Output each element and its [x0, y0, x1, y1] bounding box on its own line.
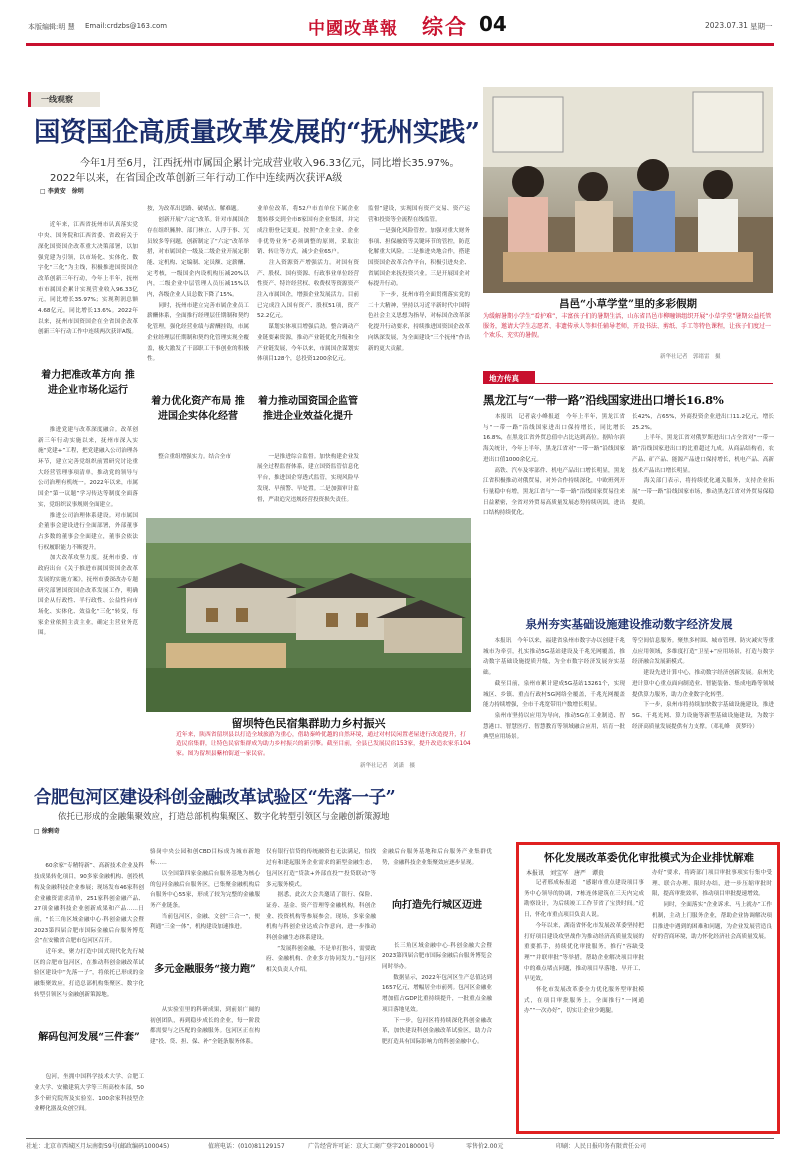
story4-col-2-text: 骆岗中央公园和创CBD目标成为城市新地标…… 以全国第四家金融后台服务基地为核心的包河金融后台服务区，已集聚金融机构后台服务中心55家，形成了较为完整的金融服务产业链条。 当前包河区，金融、文创“三合一”，便利通“三金一体”，机构建设加速推进。 — [150, 849, 260, 931]
story4-subhead-1: 解码包河发展“三件套” — [38, 1031, 140, 1043]
story4-subhead-2: 多元金融服务“接力跑” — [154, 964, 256, 976]
story4-col-1b-text: 包河，坐拥中国科学技术大学、合肥工业大学、安徽建筑大学等三所高校本部，50多个研究院所及实验室、100余家科技型企业孵化器及众创空间。 — [34, 1074, 144, 1113]
main-col-1-text: 近年来，江西省抚州市认真落实党中央、国务院和江西省委、省政府关于深化国资国企改革重大决策部署，以加强党建为引领，以市场化、实体化、数字化“三化”为主线，积极推进国资国企改革创新三年行动，今年上半年，抚州市市属国企累计实现营业收入96.33亿元，同比增长35.97%；实现利润总额4.68亿元，同比增长13.6%。2022年以来，抚州市国资国企在全省国企改革创新三年行动工作中连续两次获评A级。 — [38, 222, 138, 336]
main-byline: □ 李黄安 徐明 — [40, 188, 84, 195]
main-col-1b-text: 推进党建与改革深度融合。改革创新三年行动实施以来，抚州市深入实施“党建+”工程，把党建融入公司治理各环节，建立完善党组织前置研究讨论重大经营管理事项清单，推动党的领导与公司治理有机统一。2022年以来，市属国企“第一议题”学习传达等制度全面落实，党组织议事规则全面建立。 推进公司治理体系建设。对市属国企董事会建设进行全面部署，外部董事占多数的董事会全面建立，董事会依法行权履职能力不断提升。 加大改革攻坚力度。抚州市委、市政府出台《关于推进市属国资国企改革发展的实施方案》，抚州市委深改办专题研究部署国资国企改革发展工作，明确国企从行政性、半行政性、公益性向市场化、实体化、效益化“三化”转变，每家企业依照主责主业，确定主营业务范围。 — [38, 426, 138, 637]
section-name: 综合 — [422, 15, 468, 39]
main-subhead-3: 着力推动国资国企监管 推进企业效益化提升 — [258, 396, 362, 423]
main-col-3b-text: 一是推进综合监督。加快构建企业发展全过程监督体系，建立国资监管信息化平台，推进国企穿透式监管，实现风险早发现、早预警、早处置。二是加强审计监督，严肃追究违规经营投资损失责任。 — [257, 453, 359, 503]
story4-col-3-text: 仅有银行信贷的传统融资也无法满足，怕找过有和建起服务企业需求的新型金融生态，包河区打造“贷款+外部直投”“投贷联动”等多元服务模式。 据悉，此次大会共邀请了银行、保险、证券、基金、资产管理等金融机构，科创企业、投资机构等参展参会。现场，多家金融机构与科创企业达成合作意向，进一步推动科创金融生态体系建设。 “发展科创金融，不是单打独斗，需要政府、金融机构、企业多方协同发力。”包河区相关负责人介绍。 — [266, 849, 376, 974]
main-col-2 — [147, 183, 249, 513]
photo1-credit: 新华社记者 郭绪雷 摄 — [660, 354, 721, 360]
main-subhead-2: 着力优化资产布局 推进国企实体化经营 — [151, 396, 245, 423]
story5-col-2: 办好”要求，将跨部门项目审批事项实行集中受理、联合办理、限时办结，进一步压缩审批时限，提高审批效率，推动项目审批提速增效。 同时，全面落实“企业诉求、马上就办”工作机制，主动上门服务企业，帮助企业协调解决项目推进中遇到的困难和问题，为企业发展营造良好的营商环境，助力怀化经济社会高质量发展。 — [652, 870, 772, 941]
footer-printer: 印刷：人民日报印务有限责任公司 — [556, 1143, 647, 1150]
masthead-rule — [26, 43, 774, 46]
column-tag-label: 一线观察 — [41, 95, 73, 104]
footer-license: 广告经营许可证：京大工商广登字20180001号 — [308, 1143, 435, 1150]
story2-col-2: 长42%，占65%，外商投资企业进出口11.2亿元，增长25.2%。 上半年，黑龙江省对俄罗斯进出口占全省对“一带一路”沿线国家进出口的比重超过九成。从商品结构看，农产品、矿产品、能源产品进口保持增长，机电产品、高新技术产品出口增长明显。 海关部门表示，将持续优化通关服务，支持企业拓展“一带一路”沿线国家市场，推动黑龙江省对外贸易保稳提质。 — [632, 414, 774, 506]
story4-col-1 — [34, 840, 144, 1130]
story4-col-3 — [266, 826, 376, 1130]
issue-weekday: 星期一 — [750, 22, 773, 31]
main-col-3-text: 业单位改革，将52户市直单位下属企业划转移交到全市8家国有企业集团，并完成注册登记变更。按照“企业主业、企业非优势业务”必须调整的原则，采取注销、转让等方式，减少企业65户。 注入资源资产增强活力。对国有资产、股权、国有资源、行政事业单位经营性资产、特许经营权、收费权等资源资产注入市属国企，增强企业发展活力。目前已完成注入国有资产、股权51项，资产52.2亿元。 谋划实体项目增强后劲。整合调动产业链要素资源，推动产业链优化升级和全产业链发展，今年以来，市属国企谋划实体项目128个，总投资1200余亿元。 — [257, 206, 359, 363]
story4-col-4-text: 金融后台服务基地和后台服务产业集群优势，金融科技企业集聚效应逐步显现。 — [382, 849, 492, 867]
column-tag-frontline — [28, 92, 100, 107]
page-number: 04 — [479, 12, 507, 36]
paper-name-logo: 中國改革報 — [308, 19, 398, 39]
section-tag-rule — [535, 383, 773, 384]
footer — [26, 1141, 774, 1153]
village-photo-illustration — [146, 518, 471, 712]
main-col-3 — [257, 183, 362, 513]
issue-date: 2023.07.31 — [705, 21, 748, 30]
section-tag-label: 地方传真 — [489, 373, 519, 383]
story4-byline: □ 徐剩奇 — [34, 828, 60, 835]
story2-col-1: 本报讯 记者袁小峰报道 今年上半年，黑龙江省与“一带一路”沿线国家进出口保持增长，同比增长16.8%，在黑龙江省外贸总值中占比达到高位。据哈尔滨海关统计，今年上半年，黑龙江省对“一带一路”沿线国家进出口值1000余亿元。 高铁、汽车及零部件、机电产品出口增长明显，黑龙江省积极推动对俄贸易，对外合作持续深化，中欧班列开行量稳中有增，黑龙江省与“一带一路”沿线国家贸易往来日益紧密，全省对外贸易高质量发展态势持续巩固，进出口结构持续优化。 — [483, 414, 625, 517]
story4-deck: 依托已形成的金融集聚效应，打造总部机构集聚区、数字化转型引领区与金融创新策源地 — [58, 812, 390, 822]
main-col-1 — [38, 199, 138, 696]
footer-address: 社址：北京市西城区月坛南街59号(邮政编码100045) — [26, 1143, 170, 1150]
main-col-2b-text: 整合重组增强实力。结合全市 — [147, 453, 231, 460]
story3-headline: 泉州夯实基础设施建设推动数字经济发展 — [525, 617, 733, 631]
story4-col-2 — [150, 826, 260, 1130]
main-col-2-text: 按，为改革出思路、破堵点、解难题。 创新开展“六定”改革。针对市属国企存在组织臃肿、部门林立、人浮于事、冗员较多等问题，创新制定了“六定”改革举措，对市属国企一级及二级企业开展定职能、定机构、定编制、定员额、定薪酬、定考核，一级国企内设机构压减20%以内，二级企业中层管理人员压减15%以内，各级企业人员总数下降了15%。 同时，抚州市建立完善市属企业员工薪酬体系，全面推行经理层任期制和契约化管理，强化经营业绩与薪酬挂钩，市属企业经理层任期制和契约化管理实现全覆盖，极大激发了干部职工干事创业的积极性。 — [147, 206, 249, 363]
main-headline: 国资国企高质量改革发展的“抚州实践” — [34, 117, 480, 148]
main-deck-1: 今年1月至6月，江西抚州市属国企累计完成营业收入96.33亿元，同比增长35.97%。 — [80, 158, 460, 169]
story3-col-2: 等空间信息服务。聚焦多村围、城市管理、防灾减灾等重点应用领域，多维度打造“卫星+”应用场景，打造与数字经济融合发展新模式。 建设先进计算中心，推动数字经济创新发展。泉州先进计算中心重点面向制造业、智能装备、集成电路等领域提供算力服务，助力企业数字化转型。 下一步，泉州市将持续加快数字基础设施建设，推进5G、千兆光网、算力设施等新型基础设施建设，为数字经济高质量发展提供有力支撑。（邓礼峰 黄梦玲） — [632, 638, 774, 730]
photo2-caption: 近年来，陕西省留坝县以打造全域旅游为重心，借助秦岭优越的自然环境，通过对村民闲置老屋进行改造提升，打造民宿集群，让特色民宿集群成为助力乡村振兴的新引擎。截至目前，全县已发展民宿153家，提升改造农家乐104家。图为留坝县紫柏街道一家民宿。 — [176, 732, 471, 757]
story5-col-1: 记者邢成标报道 “感谢市重点建设项目事务中心领导的协调，7栋连体建筑在三天内完成勘察设计，为后续竣工工作节省了宝贵时间。”近日，怀化市重点项目负责人说。 今年以来，湖南省怀化市发展改革委坚持把打好项目建设攻坚战作为推动经济高质量发展的重要抓手，持续优化审批服务，推行“容缺受理”“并联审批”等举措，帮助企业解决项目审批中的难点堵点问题，推动项目早落地、早开工、早见效。 怀化市发展改革委全力优化服务型审批模式，在项目审批服务上，全面推行“一网通办”“一次办好”，切实让企业少跑腿。 — [524, 880, 644, 1015]
photo-children-classroom — [483, 87, 773, 293]
story4-col-1-text: 60余家“专精特新”、高新技术企业及科技成果转化项目，90多家金融机构、创投机构及金融科技企业参展；现场发布46家科创企业融资需求清单，251家科创金融产品、27项金融科技企业创新成果和产品……日前，“长三角区域金融中心·科创金融大会暨2023第四届合肥市国际金融后台服务博览会”在安徽省合肥市包河区召开。 近年来，聚力打造中国式现代化先行城区的合肥市包河区，在推动科创金融改革试验区建设中“先落一子”，将依托已形成的金融集聚效应，打造总部机构集聚区、数字化转型引领区与金融创新策源地。 — [34, 863, 144, 998]
story3-col-1: 本报讯 今年以来，福建省泉州市数字办以创建千兆城市为牵引，扎实推动5G基站建设及千兆光网覆盖，推动数字基础设施提质升级，为全市数字经济发展夯实基础。 截至目前，泉州市累计建成5G基站13261个，实现城区、乡镇、重点行政村5G网络全覆盖，千兆光网覆盖能力持续增强，全市千兆宽带用户数增长明显。 泉州市坚持以应用为导向，推动5G在工业制造、智慧港口、智慧医疗、智慧教育等领域融合应用，培育一批典型应用场景。 — [483, 638, 625, 741]
story4-col-4b-text: 长三角区域金融中心·科创金融大会暨2023第四届合肥市国际金融后台服务博览会同时举办。 数据显示，2022年包河区生产总值达到1657亿元，增幅居全市前列。包河区金融业增加值占GDP比重持续提升，一批重点金融项目落地见效。 下一步，包河区将持续深化科创金融改革，加快建设科创金融改革试验区，助力合肥打造具有国际影响力的科创金融中心。 — [382, 942, 492, 1045]
photo2-title: 留坝特色民宿集群助力乡村振兴 — [231, 717, 386, 730]
story4-headline: 合肥包河区建设科创金融改革试验区“先落一子” — [34, 788, 396, 808]
photo1-title: 昌邑“小草学堂”里的多彩假期 — [558, 298, 698, 310]
section-tag-local-news — [483, 371, 535, 384]
story5-byline: 本报讯 刘宝军 唐严 谭贵 — [526, 870, 605, 877]
photo2-credit: 新华社记者 刘潇 摄 — [360, 763, 416, 769]
story4-subhead-3: 向打造先行城区迈进 — [392, 900, 482, 912]
photo-mountain-village — [146, 518, 471, 712]
story5-headline: 怀化发展改革委优化审批模式为企业排忧解难 — [544, 852, 754, 864]
footer-price: 零售价2.00元 — [466, 1143, 504, 1150]
story4-col-2b-text: 从实验室里的科研成果，到前景广阔的初创团队，再到稳步成长的企业，每一阶段都需要与之匹配的金融服务。包河区正在构建“投、贷、担、保、补”全链条服务体系。 — [150, 1006, 260, 1045]
photo1-caption: 为缓解暑期小学生“看护难”，丰富孩子们的暑期生活，山东省昌邑市柳疃镇组织开展“小草学堂”暑期公益托管服务，邀请大学生志愿者、非遗传承人等担任辅导老师，开设书法、剪纸、手工等特色课程，让孩子们度过一个欢乐、充实的暑假。 — [483, 313, 772, 339]
main-subhead-1: 着力把准改革方向 推进企业市场化运行 — [41, 369, 135, 396]
main-deck-2: 2022年以来，在省国企改革创新三年行动工作中连续两次获评A级 — [50, 173, 343, 184]
footer-phone: 值班电话：(010)81129157 — [208, 1143, 285, 1150]
main-col-4 — [368, 183, 470, 513]
masthead — [0, 0, 800, 72]
story2-headline: 黑龙江与“一带一路”沿线国家进出口增长16.8% — [483, 393, 724, 407]
footer-rule — [26, 1138, 774, 1139]
classroom-photo-illustration — [483, 87, 773, 293]
editor-credit: 本版编辑:明 慧 — [28, 23, 75, 31]
story4-col-4 — [382, 826, 492, 1130]
main-col-4-text: 监督”建设，实现国有资产交易、资产运营和投资等全流程在线监管。 一是强化风险管控。加强对重大财务事项、担保融资等关键环节的管控，防范化解重大风险。二是推进央地合作，搭建国资国企改革合作平台，积极引进央企、省属国企来抚投资兴业。三是开展国企对标提升行动。 下一步，抚州市将全面贯彻落实党的二十大精神，坚持以习近平新时代中国特色社会主义思想为指导，对标国企改革深化提升行动要求，持续推进国资国企改革向纵深发展，为全面建设“三个抚州”作出新的更大贡献。 — [368, 206, 470, 352]
editor-email: Email:crdzbs@163.com — [85, 22, 168, 30]
